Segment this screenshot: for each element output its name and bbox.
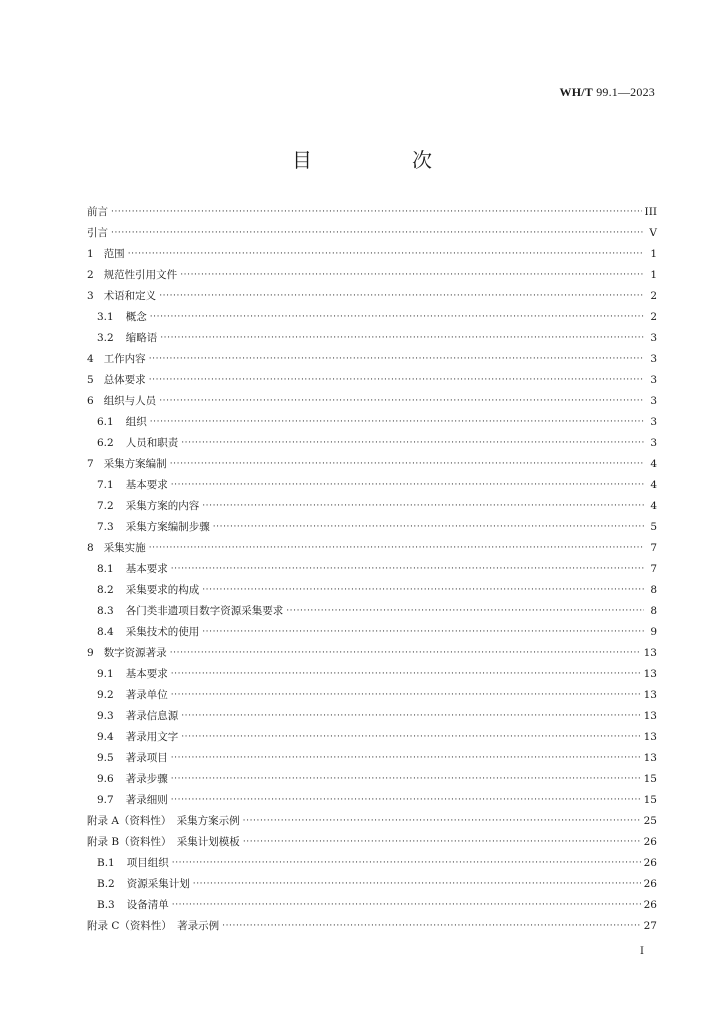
toc-entry-title: 附录 C（资料性） 著录示例 [87, 920, 220, 932]
toc-entry-page: III [644, 206, 657, 218]
toc-entry-title: 人员和职责 [125, 437, 179, 449]
toc-leader-dots [171, 664, 641, 685]
toc-entry-page: 13 [643, 689, 657, 701]
toc-entry[interactable] [87, 727, 657, 748]
toc-entry-page: 3 [650, 416, 657, 428]
toc-entry[interactable] [87, 811, 657, 832]
toc-entry-number: 9.3 [97, 710, 114, 722]
toc-entry-page: 2 [650, 290, 657, 302]
toc-entry[interactable] [87, 517, 657, 538]
toc-leader-dots [172, 853, 641, 874]
toc-leader-dots [213, 517, 644, 538]
toc-entry-title: 引言 [87, 227, 108, 239]
toc-entry[interactable] [87, 496, 657, 517]
toc-leader-dots [170, 454, 644, 475]
toc-entry[interactable] [87, 454, 657, 475]
toc-entry[interactable] [87, 391, 657, 412]
toc-entry-page: 26 [643, 899, 657, 911]
toc-entry-title: 组织与人员 [103, 395, 157, 407]
toc-entry[interactable] [87, 769, 657, 790]
toc-entry-title: 总体要求 [103, 374, 146, 386]
toc-entry-number: 8.4 [97, 626, 114, 638]
toc-entry-page: 4 [650, 458, 657, 470]
toc-entry-page: 1 [650, 248, 657, 260]
toc-entry[interactable] [87, 286, 657, 307]
toc-entry[interactable] [87, 832, 657, 853]
toc-entry-title: 采集实施 [103, 542, 146, 554]
toc-leader-dots [181, 727, 640, 748]
toc-entry-title: 缩略语 [125, 332, 158, 344]
toc-entry[interactable] [87, 664, 657, 685]
toc-entry-number: 8.3 [97, 605, 114, 617]
toc-leader-dots [128, 244, 644, 265]
toc-leader-dots [202, 622, 644, 643]
toc-entry-title: 基本要求 [125, 479, 168, 491]
toc-entry-number: 4 [87, 353, 94, 365]
page-number: I [640, 946, 644, 957]
toc-entry-title: 附录 A（资料性） 采集方案示例 [87, 815, 240, 827]
toc-entry[interactable] [87, 874, 657, 895]
toc-entry-number: 9.6 [97, 773, 114, 785]
toc-leader-dots [193, 874, 641, 895]
toc-entry-title: 采集方案编制 [103, 458, 167, 470]
toc-entry-page: 25 [643, 815, 657, 827]
toc-entry-title: 组织 [125, 416, 147, 428]
toc-leader-dots [160, 328, 644, 349]
toc-entry[interactable] [87, 433, 657, 454]
toc-entry-number: 6 [87, 395, 94, 407]
toc-entry-page: 26 [643, 836, 657, 848]
toc-entry-page: 7 [650, 542, 657, 554]
toc-entry-page: 1 [650, 269, 657, 281]
toc-entry-title: 著录步骤 [125, 773, 168, 785]
toc-entry-title: 前言 [87, 206, 108, 218]
toc-entry[interactable] [87, 895, 657, 916]
toc-entry-number: 8 [87, 542, 94, 554]
toc-entry-page: 13 [643, 647, 657, 659]
toc-entry[interactable] [87, 643, 657, 664]
toc-entry-page: 26 [643, 857, 657, 869]
toc-entry-number: 5 [87, 374, 94, 386]
toc-entry-title: 著录信息源 [125, 710, 179, 722]
toc-entry[interactable] [87, 538, 657, 559]
toc-entry-page: 4 [650, 479, 657, 491]
toc-entry[interactable] [87, 475, 657, 496]
toc-entry-title: 采集技术的使用 [125, 626, 200, 638]
toc-leader-dots [222, 916, 641, 937]
toc-entry[interactable] [87, 412, 657, 433]
page-title: 目 次 [292, 148, 472, 172]
toc-entry-number: 7.2 [97, 500, 114, 512]
toc-leader-dots [111, 223, 644, 244]
toc-entry-title: 规范性引用文件 [103, 269, 178, 281]
toc-entry-number: 9.5 [97, 752, 114, 764]
toc-entry[interactable] [87, 790, 657, 811]
toc-entry-page: 13 [643, 752, 657, 764]
toc-entry[interactable] [87, 622, 657, 643]
toc-leader-dots [202, 580, 644, 601]
toc-leader-dots [286, 601, 644, 622]
toc-entry-page: 4 [650, 500, 657, 512]
toc-entry-title: 范围 [103, 248, 125, 260]
toc-entry-page: 13 [643, 668, 657, 680]
toc-entry-page: 9 [650, 626, 657, 638]
toc-entry-number: 6.2 [97, 437, 114, 449]
toc-entry-number: 3 [87, 290, 94, 302]
toc-leader-dots [171, 748, 641, 769]
toc-entry-title: 著录单位 [125, 689, 168, 701]
toc-entry-page: 27 [643, 920, 657, 932]
toc-entry-title: 项目组织 [126, 857, 169, 869]
toc-leader-dots [149, 370, 644, 391]
toc-entry-page: V [649, 227, 657, 239]
toc-entry-title: 采集要求的构成 [125, 584, 200, 596]
toc-entry[interactable] [87, 202, 657, 223]
toc-leader-dots [150, 412, 644, 433]
toc-leader-dots [149, 538, 644, 559]
toc-entry-number: 9.4 [97, 731, 114, 743]
toc-entry-title: 附录 B（资料性） 采集计划模板 [87, 836, 240, 848]
toc-entry[interactable] [87, 349, 657, 370]
toc-leader-dots [181, 433, 644, 454]
toc-entry-title: 各门类非遗项目数字资源采集要求 [125, 605, 284, 617]
toc-entry-number: B.1 [97, 857, 115, 869]
toc-entry[interactable] [87, 916, 657, 937]
toc-entry-page: 5 [650, 521, 657, 533]
toc-entry[interactable] [87, 685, 657, 706]
toc-entry-page: 8 [650, 584, 657, 596]
toc-entry-number: 7.3 [97, 521, 114, 533]
toc-entry-page: 2 [650, 311, 657, 323]
toc-entry-title: 基本要求 [125, 563, 168, 575]
toc-leader-dots [111, 202, 642, 223]
toc-leader-dots [243, 832, 641, 853]
toc-entry-page: 3 [650, 374, 657, 386]
toc-leader-dots [171, 685, 641, 706]
toc-entry[interactable] [87, 580, 657, 601]
toc-entry-number: 9.2 [97, 689, 114, 701]
toc-entry-number: 6.1 [97, 416, 114, 428]
toc-entry-title: 工作内容 [103, 353, 146, 365]
toc-entry-number: 7 [87, 458, 94, 470]
toc-leader-dots [171, 790, 641, 811]
standard-number: 99.1—2023 [596, 85, 655, 99]
toc-entry[interactable] [87, 370, 657, 391]
toc-leader-dots [170, 643, 641, 664]
toc-entry-page: 13 [643, 731, 657, 743]
toc-entry[interactable] [87, 328, 657, 349]
toc-entry-page: 3 [650, 353, 657, 365]
table-of-contents [87, 202, 657, 937]
toc-entry-title: 著录项目 [125, 752, 168, 764]
toc-entry[interactable] [87, 559, 657, 580]
toc-entry-number: 8.2 [97, 584, 114, 596]
toc-entry[interactable] [87, 307, 657, 328]
toc-leader-dots [159, 391, 644, 412]
toc-leader-dots [180, 265, 644, 286]
toc-entry-page: 8 [650, 605, 657, 617]
toc-entry-number: 9.1 [97, 668, 114, 680]
toc-entry-number: 1 [87, 248, 94, 260]
toc-entry-number: 3.2 [97, 332, 114, 344]
toc-leader-dots [181, 706, 640, 727]
toc-entry-number: 3.1 [97, 311, 114, 323]
toc-entry-page: 26 [643, 878, 657, 890]
standard-code-header [560, 85, 656, 100]
toc-entry-title: 采集方案的内容 [125, 500, 200, 512]
toc-entry[interactable] [87, 853, 657, 874]
toc-entry-title: 术语和定义 [103, 290, 157, 302]
toc-entry-number: 7.1 [97, 479, 114, 491]
toc-entry-title: 著录细则 [125, 794, 168, 806]
toc-entry[interactable] [87, 223, 657, 244]
toc-entry-number: B.3 [97, 899, 115, 911]
toc-entry-title: 概念 [125, 311, 147, 323]
toc-entry-title: 资源采集计划 [126, 878, 190, 890]
standard-code: WH/T [559, 85, 593, 99]
toc-entry-number: 9.7 [97, 794, 114, 806]
toc-leader-dots [150, 307, 644, 328]
toc-entry-title: 基本要求 [125, 668, 168, 680]
toc-entry[interactable] [87, 706, 657, 727]
toc-leader-dots [172, 895, 641, 916]
toc-leader-dots [159, 286, 644, 307]
toc-leader-dots [171, 769, 641, 790]
toc-entry-number: 2 [87, 269, 94, 281]
toc-entry-title: 数字资源著录 [103, 647, 167, 659]
toc-entry-page: 3 [650, 395, 657, 407]
toc-entry-page: 3 [650, 437, 657, 449]
toc-entry-title: 著录用文字 [125, 731, 179, 743]
toc-entry-number: 9 [87, 647, 94, 659]
toc-leader-dots [149, 349, 644, 370]
toc-entry-title: 采集方案编制步骤 [125, 521, 210, 533]
toc-entry-page: 15 [643, 794, 657, 806]
toc-leader-dots [171, 475, 644, 496]
toc-leader-dots [243, 811, 641, 832]
toc-entry[interactable] [87, 748, 657, 769]
toc-entry-page: 13 [643, 710, 657, 722]
toc-leader-dots [202, 496, 644, 517]
toc-entry[interactable] [87, 265, 657, 286]
toc-entry-page: 7 [650, 563, 657, 575]
toc-entry-title: 设备清单 [126, 899, 169, 911]
toc-leader-dots [171, 559, 644, 580]
toc-entry-number: 8.1 [97, 563, 114, 575]
toc-entry[interactable] [87, 244, 657, 265]
toc-entry-number: B.2 [97, 878, 115, 890]
toc-entry[interactable] [87, 601, 657, 622]
toc-entry-page: 15 [643, 773, 657, 785]
toc-entry-page: 3 [650, 332, 657, 344]
